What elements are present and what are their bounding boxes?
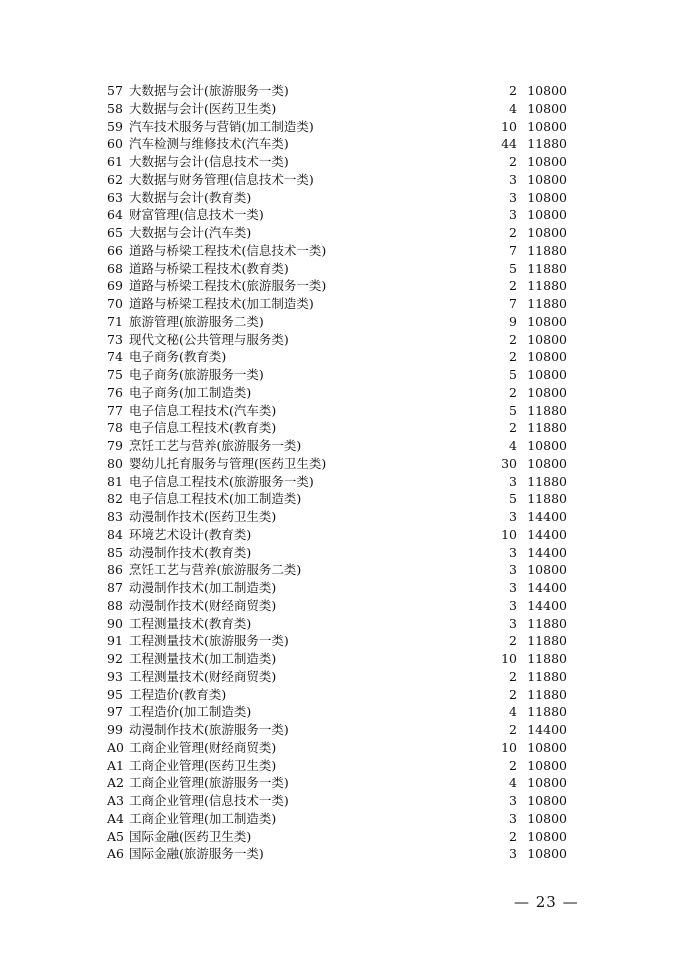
row-fee: 11880	[527, 704, 567, 720]
row-count: 4	[509, 438, 517, 453]
table-row	[107, 295, 567, 313]
row-major-name: 动漫制作技术(教育类)	[129, 544, 252, 560]
row-major-name: 婴幼儿托育服务与管理(医药卫生类)	[129, 455, 327, 471]
row-count: 3	[509, 793, 517, 808]
row-major-name: 汽车检测与维修技术(汽车类)	[129, 136, 289, 152]
row-count: 10	[501, 651, 517, 666]
row-major-name: 电子商务(教育类)	[129, 349, 227, 365]
row-code: 66	[107, 242, 123, 258]
row-fee: 11880	[527, 633, 567, 649]
table-row	[107, 348, 567, 366]
row-fee: 10800	[527, 438, 567, 453]
row-count: 3	[509, 509, 517, 524]
row-major-name: 工程测量技术(旅游服务一类)	[129, 633, 289, 649]
row-count: 3	[509, 171, 517, 187]
row-fee: 11880	[527, 668, 567, 684]
row-count: 7	[509, 296, 517, 311]
row-count: 3	[509, 189, 517, 205]
row-code: 71	[107, 313, 123, 329]
row-count: 2	[509, 722, 517, 737]
table-row	[107, 650, 567, 668]
table-row	[107, 579, 567, 597]
row-fee: 11880	[527, 686, 567, 702]
table-row	[107, 544, 567, 562]
table-row	[107, 792, 567, 810]
row-code: 92	[107, 651, 123, 666]
row-count: 3	[509, 544, 517, 560]
table-row	[107, 419, 567, 437]
row-major-name: 动漫制作技术(财经商贸类)	[129, 597, 277, 613]
row-code: 70	[107, 296, 123, 311]
row-major-name: 大数据与会计(旅游服务一类)	[129, 83, 289, 98]
row-major-name: 动漫制作技术(医药卫生类)	[129, 509, 277, 524]
row-fee: 10800	[527, 100, 567, 116]
row-code: 93	[107, 668, 123, 684]
table-row	[107, 455, 567, 473]
row-fee: 11880	[527, 260, 567, 276]
row-major-name: 电子商务(旅游服务一类)	[129, 367, 264, 382]
row-code: A5	[107, 828, 124, 844]
table-row	[107, 845, 567, 863]
row-code: 65	[107, 225, 123, 240]
row-code: 86	[107, 562, 123, 578]
row-count: 44	[501, 136, 517, 152]
row-code: 61	[107, 154, 123, 169]
row-count: 2	[509, 154, 517, 169]
row-code: A3	[107, 793, 124, 808]
row-major-name: 国际金融(旅游服务一类)	[129, 846, 264, 862]
row-fee: 10800	[527, 793, 567, 808]
row-major-name: 道路与桥梁工程技术(信息技术一类)	[129, 242, 327, 258]
row-fee: 14400	[527, 544, 567, 560]
enrollment-table	[107, 82, 567, 863]
table-row	[107, 597, 567, 615]
row-code: 95	[107, 686, 123, 702]
row-code: 75	[107, 367, 123, 382]
row-code: A0	[107, 739, 124, 755]
row-code: 79	[107, 438, 123, 453]
table-row	[107, 615, 567, 633]
row-count: 3	[509, 473, 517, 489]
table-row	[107, 526, 567, 544]
row-count: 2	[509, 686, 517, 702]
table-row	[107, 739, 567, 757]
row-major-name: 工商企业管理(财经商贸类)	[129, 739, 277, 755]
row-code: A4	[107, 810, 124, 826]
row-count: 2	[509, 83, 517, 98]
row-code: 87	[107, 580, 123, 595]
page-number: — 23 —	[514, 893, 579, 911]
row-count: 2	[509, 420, 517, 436]
row-code: 60	[107, 136, 123, 152]
row-major-name: 旅游管理(旅游服务二类)	[129, 313, 264, 329]
table-row	[107, 331, 567, 349]
row-major-name: 电子商务(加工制造类)	[129, 384, 252, 400]
row-fee: 10800	[527, 384, 567, 400]
row-fee: 11880	[527, 615, 567, 631]
row-major-name: 汽车技术服务与营销(加工制造类)	[129, 118, 314, 134]
table-row	[107, 686, 567, 704]
row-fee: 10800	[527, 775, 567, 791]
table-row	[107, 260, 567, 278]
row-count: 3	[509, 580, 517, 595]
row-count: 4	[509, 775, 517, 791]
row-fee: 11880	[527, 420, 567, 436]
table-row	[107, 277, 567, 295]
row-code: 59	[107, 118, 123, 134]
row-fee: 10800	[527, 739, 567, 755]
row-count: 2	[509, 331, 517, 347]
row-major-name: 环境艺术设计(教育类)	[129, 526, 252, 542]
row-count: 5	[509, 491, 517, 507]
row-count: 2	[509, 633, 517, 649]
table-row	[107, 757, 567, 775]
row-code: 91	[107, 633, 123, 649]
row-fee: 11880	[527, 278, 567, 294]
row-major-name: 大数据与财务管理(信息技术一类)	[129, 171, 314, 187]
row-major-name: 动漫制作技术(旅游服务一类)	[129, 722, 289, 737]
row-fee: 10800	[527, 331, 567, 347]
row-count: 2	[509, 828, 517, 844]
row-fee: 11880	[527, 402, 567, 418]
table-row	[107, 632, 567, 650]
row-fee: 10800	[527, 313, 567, 329]
row-code: 83	[107, 509, 123, 524]
row-code: 69	[107, 278, 123, 294]
row-major-name: 工程造价(教育类)	[129, 686, 227, 702]
row-major-name: 财富管理(信息技术一类)	[129, 207, 264, 223]
row-major-name: 道路与桥梁工程技术(加工制造类)	[129, 296, 314, 311]
table-row	[107, 171, 567, 189]
row-fee: 10800	[527, 810, 567, 826]
row-fee: 14400	[527, 509, 567, 524]
row-major-name: 动漫制作技术(加工制造类)	[129, 580, 277, 595]
row-count: 3	[509, 846, 517, 862]
row-fee: 10800	[527, 154, 567, 169]
row-fee: 14400	[527, 722, 567, 737]
row-major-name: 工商企业管理(旅游服务一类)	[129, 775, 289, 791]
row-code: 97	[107, 704, 123, 720]
table-row	[107, 437, 567, 455]
row-major-name: 电子信息工程技术(加工制造类)	[129, 491, 302, 507]
row-major-name: 大数据与会计(信息技术一类)	[129, 154, 289, 169]
table-row	[107, 224, 567, 242]
row-fee: 11880	[527, 491, 567, 507]
row-fee: 11880	[527, 242, 567, 258]
row-code: 82	[107, 491, 123, 507]
row-code: 99	[107, 722, 123, 737]
table-row	[107, 100, 567, 118]
row-code: 84	[107, 526, 123, 542]
row-major-name: 电子信息工程技术(教育类)	[129, 420, 277, 436]
row-major-name: 工程测量技术(加工制造类)	[129, 651, 277, 666]
table-row	[107, 490, 567, 508]
row-count: 2	[509, 668, 517, 684]
row-count: 30	[501, 455, 517, 471]
row-fee: 10800	[527, 171, 567, 187]
row-major-name: 电子信息工程技术(汽车类)	[129, 402, 277, 418]
row-code: 63	[107, 189, 123, 205]
row-major-name: 大数据与会计(医药卫生类)	[129, 100, 277, 116]
row-fee: 10800	[527, 846, 567, 862]
row-fee: 10800	[527, 828, 567, 844]
row-fee: 10800	[527, 757, 567, 773]
table-row	[107, 135, 567, 153]
row-code: 77	[107, 402, 123, 418]
table-row	[107, 774, 567, 792]
table-row	[107, 206, 567, 224]
row-major-name: 烹饪工艺与营养(旅游服务二类)	[129, 562, 302, 578]
row-code: 80	[107, 455, 123, 471]
row-fee: 14400	[527, 597, 567, 613]
row-fee: 10800	[527, 225, 567, 240]
table-row	[107, 189, 567, 207]
row-code: 58	[107, 100, 123, 116]
row-code: 57	[107, 83, 123, 98]
table-row	[107, 313, 567, 331]
row-count: 2	[509, 757, 517, 773]
row-count: 3	[509, 810, 517, 826]
row-count: 10	[501, 118, 517, 134]
table-row	[107, 703, 567, 721]
row-major-name: 工商企业管理(医药卫生类)	[129, 757, 277, 773]
row-fee: 14400	[527, 580, 567, 595]
row-code: 85	[107, 544, 123, 560]
table-row	[107, 402, 567, 420]
row-count: 2	[509, 384, 517, 400]
row-code: 78	[107, 420, 123, 436]
row-fee: 11880	[527, 296, 567, 311]
row-major-name: 大数据与会计(汽车类)	[129, 225, 252, 240]
row-major-name: 电子信息工程技术(旅游服务一类)	[129, 473, 314, 489]
table-row	[107, 82, 567, 100]
row-count: 5	[509, 260, 517, 276]
row-code: 76	[107, 384, 123, 400]
row-count: 10	[501, 526, 517, 542]
table-row	[107, 242, 567, 260]
row-count: 7	[509, 242, 517, 258]
row-count: 9	[509, 313, 517, 329]
row-major-name: 烹饪工艺与营养(旅游服务一类)	[129, 438, 302, 453]
row-count: 5	[509, 402, 517, 418]
row-code: 88	[107, 597, 123, 613]
row-major-name: 工商企业管理(信息技术一类)	[129, 793, 289, 808]
row-code: 64	[107, 207, 123, 223]
row-code: 74	[107, 349, 123, 365]
row-code: A6	[107, 846, 124, 862]
row-code: 68	[107, 260, 123, 276]
row-fee: 11880	[527, 651, 567, 666]
row-count: 2	[509, 225, 517, 240]
table-row	[107, 384, 567, 402]
row-code: 73	[107, 331, 123, 347]
row-count: 2	[509, 349, 517, 365]
row-count: 2	[509, 278, 517, 294]
row-major-name: 现代文秘(公共管理与服务类)	[129, 331, 289, 347]
row-major-name: 道路与桥梁工程技术(教育类)	[129, 260, 289, 276]
row-code: 90	[107, 615, 123, 631]
row-count: 4	[509, 100, 517, 116]
row-count: 5	[509, 367, 517, 382]
table-row	[107, 118, 567, 136]
table-row	[107, 366, 567, 384]
row-count: 4	[509, 704, 517, 720]
row-fee: 11880	[527, 136, 567, 152]
row-code: A1	[107, 757, 124, 773]
row-major-name: 工程测量技术(财经商贸类)	[129, 668, 277, 684]
row-fee: 14400	[527, 526, 567, 542]
row-fee: 11880	[527, 473, 567, 489]
row-count: 3	[509, 207, 517, 223]
table-row	[107, 561, 567, 579]
row-fee: 10800	[527, 83, 567, 98]
row-code: 81	[107, 473, 123, 489]
table-row	[107, 668, 567, 686]
row-fee: 10800	[527, 189, 567, 205]
row-count: 10	[501, 739, 517, 755]
row-major-name: 工商企业管理(加工制造类)	[129, 810, 277, 826]
table-row	[107, 473, 567, 491]
row-fee: 10800	[527, 455, 567, 471]
table-row	[107, 721, 567, 739]
row-fee: 10800	[527, 118, 567, 134]
row-fee: 10800	[527, 562, 567, 578]
table-row	[107, 153, 567, 171]
row-count: 3	[509, 597, 517, 613]
row-major-name: 道路与桥梁工程技术(旅游服务一类)	[129, 278, 327, 294]
table-row	[107, 508, 567, 526]
row-major-name: 工程造价(加工制造类)	[129, 704, 252, 720]
table-row	[107, 828, 567, 846]
row-code: A2	[107, 775, 124, 791]
row-fee: 10800	[527, 207, 567, 223]
row-code: 62	[107, 171, 123, 187]
row-count: 3	[509, 562, 517, 578]
row-fee: 10800	[527, 349, 567, 365]
row-major-name: 国际金融(医药卫生类)	[129, 828, 252, 844]
table-row	[107, 810, 567, 828]
row-major-name: 工程测量技术(教育类)	[129, 615, 252, 631]
row-count: 3	[509, 615, 517, 631]
row-fee: 10800	[527, 367, 567, 382]
row-major-name: 大数据与会计(教育类)	[129, 189, 252, 205]
